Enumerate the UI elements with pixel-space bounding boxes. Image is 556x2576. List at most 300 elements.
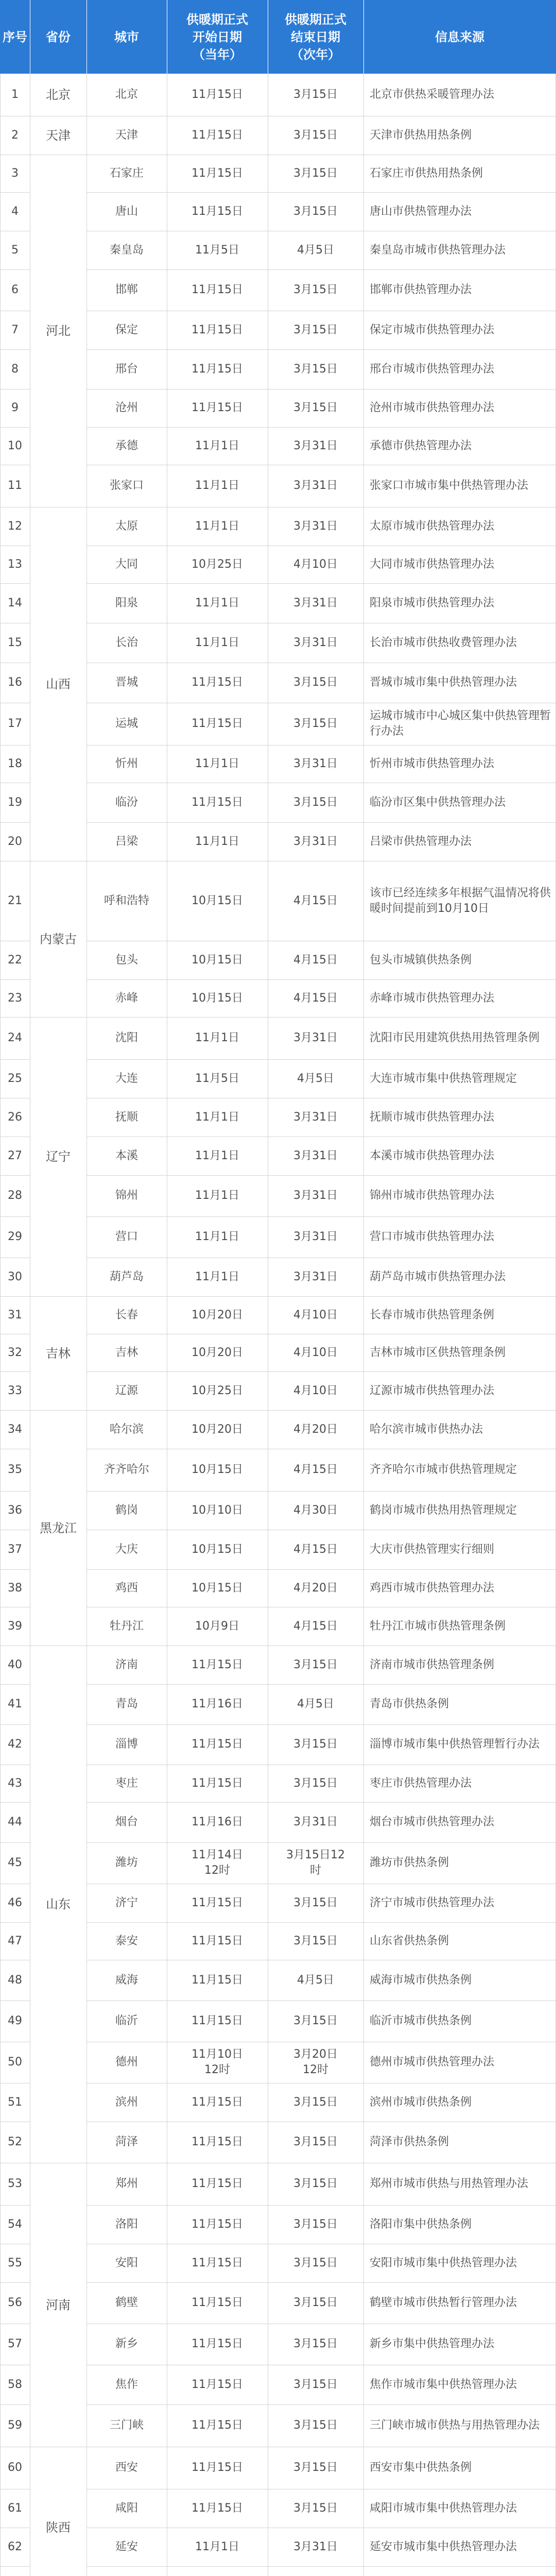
heating-end-date: 4月20日	[293, 1422, 338, 1436]
info-source: 哈尔滨市城市供热办法	[370, 1422, 483, 1436]
info-source: 天津市供热用热条例	[370, 128, 472, 142]
city-name: 西安	[115, 2461, 138, 2474]
heating-end-date: 3月15日	[293, 2296, 338, 2309]
heating-end-date: 3月15日	[293, 2378, 338, 2391]
row-number: 9	[11, 401, 19, 414]
header-end: 供暖期正式 结束日期 （次年）	[285, 12, 346, 62]
info-source: 郑州市城市供热与用热管理办法	[370, 2177, 529, 2190]
heating-end-date	[268, 2566, 363, 2576]
heating-start-date: 11月15日	[192, 205, 243, 218]
heating-start-date: 11月15日	[192, 676, 243, 689]
heating-end-date: 3月15日	[293, 795, 338, 809]
row-number: 5	[11, 243, 19, 257]
heating-start-date: 11月15日	[192, 717, 243, 730]
heating-end-date: 4月15日	[293, 1463, 338, 1476]
province-name: 河南	[46, 2297, 71, 2312]
heating-start-date: 11月1日	[195, 1270, 239, 1283]
heating-end-date: 3月31日	[293, 2540, 338, 2553]
city-name: 大同	[115, 557, 138, 571]
info-source: 大同市城市供热管理办法	[370, 557, 495, 571]
header-province: 省份	[46, 29, 71, 44]
heating-start-date: 11月15日	[192, 362, 243, 376]
info-source: 临汾市区集中供热管理办法	[370, 795, 506, 809]
info-source: 滨州市城市供热条例	[370, 2095, 472, 2109]
province-name: 山东	[46, 1897, 71, 1911]
city-name: 葫芦岛	[109, 1270, 144, 1283]
info-source: 新乡市集中供热管理办法	[370, 2337, 495, 2350]
column-divider	[86, 74, 87, 2576]
heating-end-date: 3月15日	[293, 1934, 338, 1947]
city-name: 沈阳	[115, 1031, 138, 1044]
heating-end-date: 3月15日12 时	[286, 1849, 345, 1877]
heating-end-date: 3月15日	[293, 2501, 338, 2515]
city-name: 抚顺	[115, 1110, 138, 1124]
info-source: 运城市城市中心城区集中供热管理暂行办法	[370, 709, 551, 738]
row-number: 62	[8, 2540, 22, 2553]
heating-start-date: 11月15日	[192, 128, 243, 142]
info-source: 枣庄市供热管理办法	[370, 1776, 472, 1790]
city-name: 天津	[115, 128, 138, 142]
heating-start-date: 11月1日	[195, 1230, 239, 1243]
heating-start-date: 11月15日	[192, 1934, 243, 1947]
row-number: 11	[8, 479, 22, 492]
heating-start-date: 11月15日	[192, 2378, 243, 2391]
city-name: 齐齐哈尔	[103, 1463, 149, 1476]
heating-start-date: 11月15日	[192, 795, 243, 809]
info-source: 三门峡市城市供热与用热管理办法	[370, 2419, 540, 2432]
heating-end-date: 3月15日	[293, 2419, 338, 2432]
heating-end-date: 3月15日	[293, 717, 338, 730]
heating-start-date: 11月15日	[192, 2217, 243, 2231]
row-number: 24	[8, 1031, 22, 1044]
row-number: 10	[8, 439, 22, 452]
heating-end-date: 3月15日	[293, 2256, 338, 2269]
row-number: 43	[8, 1776, 22, 1790]
heating-end-date: 4月5日	[297, 1072, 334, 1085]
info-source: 赤峰市城市供热管理办法	[370, 991, 495, 1005]
heating-start-date: 11月15日	[192, 1738, 243, 1751]
city-name	[86, 2566, 167, 2576]
heating-end-date: 4月10日	[293, 1346, 338, 1359]
city-name: 辽源	[115, 1384, 138, 1397]
row-number: 25	[8, 1072, 22, 1085]
heating-start-date: 11月1日	[195, 2540, 239, 2553]
heating-end-date: 4月20日	[293, 1581, 338, 1595]
heating-start-date: 11月15日	[192, 2095, 243, 2109]
row-number: 14	[8, 596, 22, 609]
city-name: 烟台	[115, 1816, 138, 1828]
header-seq: 序号	[3, 29, 27, 44]
heating-end-date: 4月5日	[297, 1698, 334, 1710]
city-name: 大连	[115, 1072, 138, 1085]
info-source: 锦州市城市供热管理办法	[370, 1189, 495, 1202]
heating-end-date: 3月31日	[293, 835, 338, 848]
row-number: 13	[8, 557, 22, 571]
city-name: 张家口	[109, 479, 144, 492]
row-number: 45	[8, 1856, 22, 1869]
heating-end-date: 3月15日	[293, 1658, 338, 1671]
info-source: 山东省供热条例	[370, 1934, 449, 1947]
city-name: 郑州	[115, 2177, 138, 2190]
row-number: 58	[8, 2378, 22, 2391]
info-source: 齐齐哈尔市城市供热管理规定	[370, 1463, 517, 1476]
column-divider	[0, 74, 1, 2576]
row-number: 32	[8, 1346, 22, 1359]
info-source: 大连市城市集中供热管理规定	[370, 1072, 517, 1085]
row-number: 2	[11, 128, 19, 142]
city-name: 新乡	[115, 2337, 138, 2350]
city-name: 淄博	[115, 1738, 138, 1751]
row-number: 55	[8, 2256, 22, 2269]
info-source: 保定市城市供热管理办法	[370, 323, 495, 336]
heating-start-date: 10月20日	[192, 1346, 243, 1359]
heating-end-date: 3月31日	[293, 757, 338, 770]
row-number: 35	[8, 1463, 22, 1476]
city-name: 哈尔滨	[109, 1422, 144, 1436]
city-name: 三门峡	[109, 2419, 144, 2432]
row-number: 22	[8, 953, 22, 967]
heating-end-date: 3月15日	[293, 1738, 338, 1751]
heating-start-date: 10月10日	[192, 1503, 243, 1517]
city-name: 北京	[115, 88, 138, 101]
city-name: 沧州	[115, 401, 138, 414]
info-source: 秦皇岛市城市供热管理办法	[370, 243, 506, 257]
city-name: 吉林	[115, 1346, 138, 1359]
info-source: 本溪市城市供热管理办法	[370, 1149, 495, 1162]
info-source: 洛阳市集中供热条例	[370, 2217, 472, 2231]
info-source: 鸡西市城市供热管理办法	[370, 1581, 495, 1595]
row-number: 39	[8, 1619, 22, 1633]
info-source: 西安市集中供热条例	[370, 2461, 472, 2474]
info-source: 沈阳市民用建筑供热用热管理条例	[370, 1031, 540, 1044]
row-number: 36	[8, 1503, 22, 1517]
heating-start-date: 11月15日	[192, 166, 243, 180]
info-source: 承德市供热管理办法	[370, 439, 472, 452]
row-number: 31	[8, 1308, 22, 1321]
row-number: 42	[8, 1738, 22, 1751]
heating-start-date: 11月1日	[195, 479, 239, 492]
info-source: 大庆市供热管理实行细则	[370, 1543, 495, 1556]
province-name: 吉林	[46, 1346, 71, 1361]
city-name: 枣庄	[115, 1776, 138, 1790]
info-source: 葫芦岛市城市供热管理办法	[370, 1270, 506, 1283]
row-number: 28	[8, 1189, 22, 1202]
heating-end-date: 4月10日	[293, 557, 338, 571]
info-source	[363, 2566, 556, 2576]
heating-start-date: 11月15日	[192, 1658, 243, 1671]
row-number: 18	[8, 757, 22, 770]
row-number: 8	[11, 362, 19, 376]
heating-start-date: 11月15日	[192, 2461, 243, 2474]
heating-end-date: 3月31日	[293, 596, 338, 609]
heating-start-date: 10月15日	[192, 991, 243, 1005]
heating-start-date: 10月15日	[192, 1543, 243, 1556]
row-number: 57	[8, 2337, 22, 2350]
row-number: 53	[8, 2177, 22, 2190]
row-number: 37	[8, 1543, 22, 1556]
heating-end-date: 3月31日	[293, 439, 338, 452]
heating-end-date: 3月15日	[293, 205, 338, 218]
heating-start-date: 11月1日	[195, 636, 239, 649]
city-name: 承德	[115, 439, 138, 452]
city-name: 晋城	[115, 676, 138, 689]
heating-end-date: 4月15日	[293, 991, 338, 1005]
city-name: 吕梁	[115, 835, 138, 848]
city-name: 临沂	[115, 2014, 138, 2027]
row-number: 41	[8, 1698, 22, 1710]
city-name: 阳泉	[115, 596, 138, 609]
heating-end-date: 3月31日	[293, 1031, 338, 1044]
heating-start-date: 11月1日	[195, 757, 239, 770]
row-number	[0, 2566, 30, 2576]
province-name: 内蒙古	[40, 931, 77, 946]
heating-end-date: 3月15日	[293, 88, 338, 101]
info-source: 石家庄市供热用热条例	[370, 166, 483, 180]
heating-start-date: 11月15日	[192, 323, 243, 336]
info-source: 吉林市城市区供热管理条例	[370, 1346, 506, 1359]
heating-start-date: 11月15日	[192, 1776, 243, 1790]
heating-start-date: 11月1日	[195, 1110, 239, 1124]
info-source: 鹤岗市城市供热用热管理规定	[370, 1503, 517, 1517]
info-source: 忻州市城市供热管理办法	[370, 757, 495, 770]
row-number: 54	[8, 2217, 22, 2231]
heating-end-date: 3月31日	[293, 636, 338, 649]
info-source: 济南市城市供热管理条例	[370, 1658, 495, 1671]
heating-end-date: 3月15日	[293, 166, 338, 180]
heating-end-date: 4月15日	[293, 894, 338, 907]
heating-start-date: 11月15日	[192, 283, 243, 296]
heating-end-date: 3月15日	[293, 362, 338, 376]
row-number: 1	[11, 88, 19, 101]
city-name: 菏泽	[115, 2136, 138, 2148]
info-source: 邯郸市供热管理办法	[370, 283, 472, 296]
province-name: 北京	[46, 88, 71, 102]
heating-start-date: 11月15日	[192, 2501, 243, 2515]
info-source: 吕梁市供热管理办法	[370, 835, 472, 848]
heating-end-date: 4月15日	[293, 953, 338, 967]
info-source: 阳泉市城市供热管理办法	[370, 596, 495, 609]
city-name: 潍坊	[115, 1856, 138, 1869]
heating-end-date: 3月31日	[293, 1270, 338, 1283]
heating-start-date: 11月1日	[195, 835, 239, 848]
heating-end-date: 3月15日	[293, 401, 338, 414]
heating-start-date: 11月15日	[192, 2014, 243, 2027]
city-name: 邢台	[115, 362, 138, 376]
row-number: 21	[8, 894, 22, 907]
info-source: 青岛市供热条例	[370, 1698, 449, 1710]
heating-end-date: 3月15日	[293, 1776, 338, 1790]
heating-start-date: 10月15日	[192, 953, 243, 967]
heating-end-date: 3月31日	[293, 1110, 338, 1124]
heating-end-date: 3月15日	[293, 2136, 338, 2148]
city-name: 延安	[115, 2540, 138, 2553]
heating-start-date: 11月14日 12时	[192, 1849, 243, 1877]
province-name: 辽宁	[46, 1149, 71, 1164]
heating-end-date: 4月5日	[297, 243, 334, 257]
info-source: 长治市城市供热收费管理办法	[370, 636, 517, 649]
row-number: 26	[8, 1110, 22, 1124]
row-number: 3	[11, 166, 19, 180]
province-name: 陕西	[46, 2520, 71, 2535]
city-name: 本溪	[115, 1149, 138, 1162]
province-name: 黑龙江	[40, 1520, 77, 1535]
heating-end-date: 3月31日	[293, 479, 338, 492]
city-name: 洛阳	[115, 2217, 138, 2231]
city-name: 包头	[115, 953, 138, 967]
city-name: 营口	[115, 1230, 138, 1243]
info-source: 沧州市城市供热管理办法	[370, 401, 495, 414]
info-source: 牡丹江市城市供热管理条例	[370, 1619, 506, 1633]
heating-start-date: 11月15日	[192, 401, 243, 414]
info-source: 鹤壁市城市供热暂行管理办法	[370, 2296, 517, 2309]
heating-start-date: 10月15日	[192, 894, 243, 907]
header-source: 信息来源	[435, 29, 484, 44]
city-name: 太原	[115, 519, 138, 533]
info-source: 辽源市城市供热管理办法	[370, 1384, 495, 1397]
city-name: 焦作	[115, 2378, 138, 2391]
row-number: 7	[11, 323, 19, 336]
row-number: 34	[8, 1422, 22, 1436]
row-number: 33	[8, 1384, 22, 1397]
heating-start-date: 11月15日	[192, 2296, 243, 2309]
row-number: 30	[8, 1270, 22, 1283]
province-name: 河北	[46, 324, 71, 338]
city-name: 长治	[115, 636, 138, 649]
info-source: 长春市城市供热管理条例	[370, 1308, 495, 1321]
city-name: 赤峰	[115, 991, 138, 1005]
city-name: 保定	[115, 323, 138, 336]
row-number: 60	[8, 2461, 22, 2474]
heating-start-date: 11月10日 12时	[192, 2048, 243, 2076]
row-number: 56	[8, 2296, 22, 2309]
city-name: 济宁	[115, 1896, 138, 1909]
heating-end-date: 3月31日	[293, 1189, 338, 1202]
heating-end-date: 3月15日	[293, 2461, 338, 2474]
heating-start-date: 11月1日	[195, 519, 239, 533]
city-name: 德州	[115, 2056, 138, 2069]
heating-end-date: 4月10日	[293, 1308, 338, 1321]
column-divider	[363, 74, 364, 2576]
row-number: 16	[8, 676, 22, 689]
city-name: 秦皇岛	[109, 243, 144, 257]
info-source: 咸阳市城市集中供热管理办法	[370, 2501, 517, 2515]
row-number: 44	[8, 1816, 22, 1828]
row-number: 23	[8, 991, 22, 1005]
info-source: 延安市城市集中供热管理办法	[370, 2540, 517, 2553]
city-name: 滨州	[115, 2095, 138, 2109]
row-number: 48	[8, 1973, 22, 1987]
row-number: 40	[8, 1658, 22, 1671]
city-name: 安阳	[115, 2256, 138, 2269]
info-source: 威海市城市供热条例	[370, 1973, 472, 1987]
heating-start-date: 10月20日	[192, 1308, 243, 1321]
row-number: 6	[11, 283, 19, 296]
heating-start-date: 10月25日	[192, 1384, 243, 1397]
heating-start-date: 10月15日	[192, 1581, 243, 1595]
heating-start-date: 11月16日	[192, 1816, 243, 1828]
heating-start-date: 11月1日	[195, 1189, 239, 1202]
city-name: 鹤岗	[115, 1503, 138, 1517]
row-number: 49	[8, 2014, 22, 2027]
heating-start-date: 11月1日	[195, 1031, 239, 1044]
header-start: 供暖期正式 开始日期 （当年）	[186, 12, 248, 62]
heating-end-date: 4月15日	[293, 1619, 338, 1633]
heating-start-date: 11月5日	[195, 1072, 239, 1085]
heating-start-date	[167, 2566, 268, 2576]
province-name: 天津	[46, 128, 71, 143]
heating-end-date: 4月5日	[297, 1973, 334, 1987]
info-source: 晋城市城市集中供热管理办法	[370, 676, 517, 689]
heating-start-date: 11月5日	[195, 243, 239, 257]
heating-end-date: 3月15日	[293, 1896, 338, 1909]
info-source: 淄博市城市集中供热管理暂行办法	[370, 1738, 540, 1751]
heating-end-date: 3月31日	[293, 519, 338, 533]
row-number: 59	[8, 2419, 22, 2432]
row-number: 51	[8, 2095, 22, 2109]
row-number: 50	[8, 2056, 22, 2069]
heating-end-date: 3月15日	[293, 323, 338, 336]
heating-end-date: 3月15日	[293, 283, 338, 296]
heating-end-date: 4月15日	[293, 1543, 338, 1556]
row-number: 15	[8, 636, 22, 649]
info-source: 潍坊市供热条例	[370, 1856, 449, 1869]
heating-end-date: 3月15日	[293, 128, 338, 142]
header-divider	[86, 0, 87, 74]
info-source: 抚顺市城市供热管理办法	[370, 1110, 495, 1124]
row-number: 38	[8, 1581, 22, 1595]
info-source: 北京市供热采暖管理办法	[370, 88, 495, 101]
row-number: 19	[8, 795, 22, 809]
heating-end-date: 3月15日	[293, 2217, 338, 2231]
info-source: 唐山市供热管理办法	[370, 205, 472, 218]
heating-start-date: 11月15日	[192, 2256, 243, 2269]
info-source: 张家口市城市集中供热管理办法	[370, 479, 529, 492]
row-number: 4	[11, 205, 19, 218]
info-source: 安阳市城市集中供热管理办法	[370, 2256, 517, 2269]
heating-start-date: 10月25日	[192, 557, 243, 571]
info-source: 焦作市城市集中供热管理办法	[370, 2378, 517, 2391]
heating-start-date: 11月1日	[195, 1149, 239, 1162]
heating-end-date: 3月31日	[293, 1816, 338, 1828]
info-source: 该市已经连续多年根据气温情况将供暖时间提前到10月10日	[370, 886, 551, 915]
heating-start-date: 10月9日	[195, 1619, 239, 1633]
heating-start-date: 11月15日	[192, 1973, 243, 1987]
row-number: 20	[8, 835, 22, 848]
heating-end-date: 3月15日	[293, 2337, 338, 2350]
info-source: 邢台市城市供热管理办法	[370, 362, 495, 376]
row-number: 17	[8, 717, 22, 730]
info-source: 济宁市城市供热管理办法	[370, 1896, 495, 1909]
heating-start-date: 11月1日	[195, 439, 239, 452]
heating-start-date: 11月15日	[192, 2419, 243, 2432]
row-number: 52	[8, 2136, 22, 2148]
city-name: 长春	[115, 1308, 138, 1321]
city-name: 临汾	[115, 795, 138, 809]
city-name: 济南	[115, 1658, 138, 1671]
heating-end-date: 3月15日	[293, 676, 338, 689]
heating-start-date: 11月15日	[192, 2177, 243, 2190]
city-name: 石家庄	[109, 166, 144, 180]
info-source: 德州市城市供热管理办法	[370, 2056, 495, 2069]
province-name: 山西	[46, 676, 71, 691]
row-number: 46	[8, 1896, 22, 1909]
heating-end-date: 3月20日 12时	[293, 2048, 338, 2076]
city-name: 锦州	[115, 1189, 138, 1202]
info-source: 包头市城镇供热条例	[370, 953, 472, 967]
row-number: 12	[8, 519, 22, 533]
header-divider	[363, 0, 364, 74]
heating-start-date: 10月20日	[192, 1422, 243, 1436]
